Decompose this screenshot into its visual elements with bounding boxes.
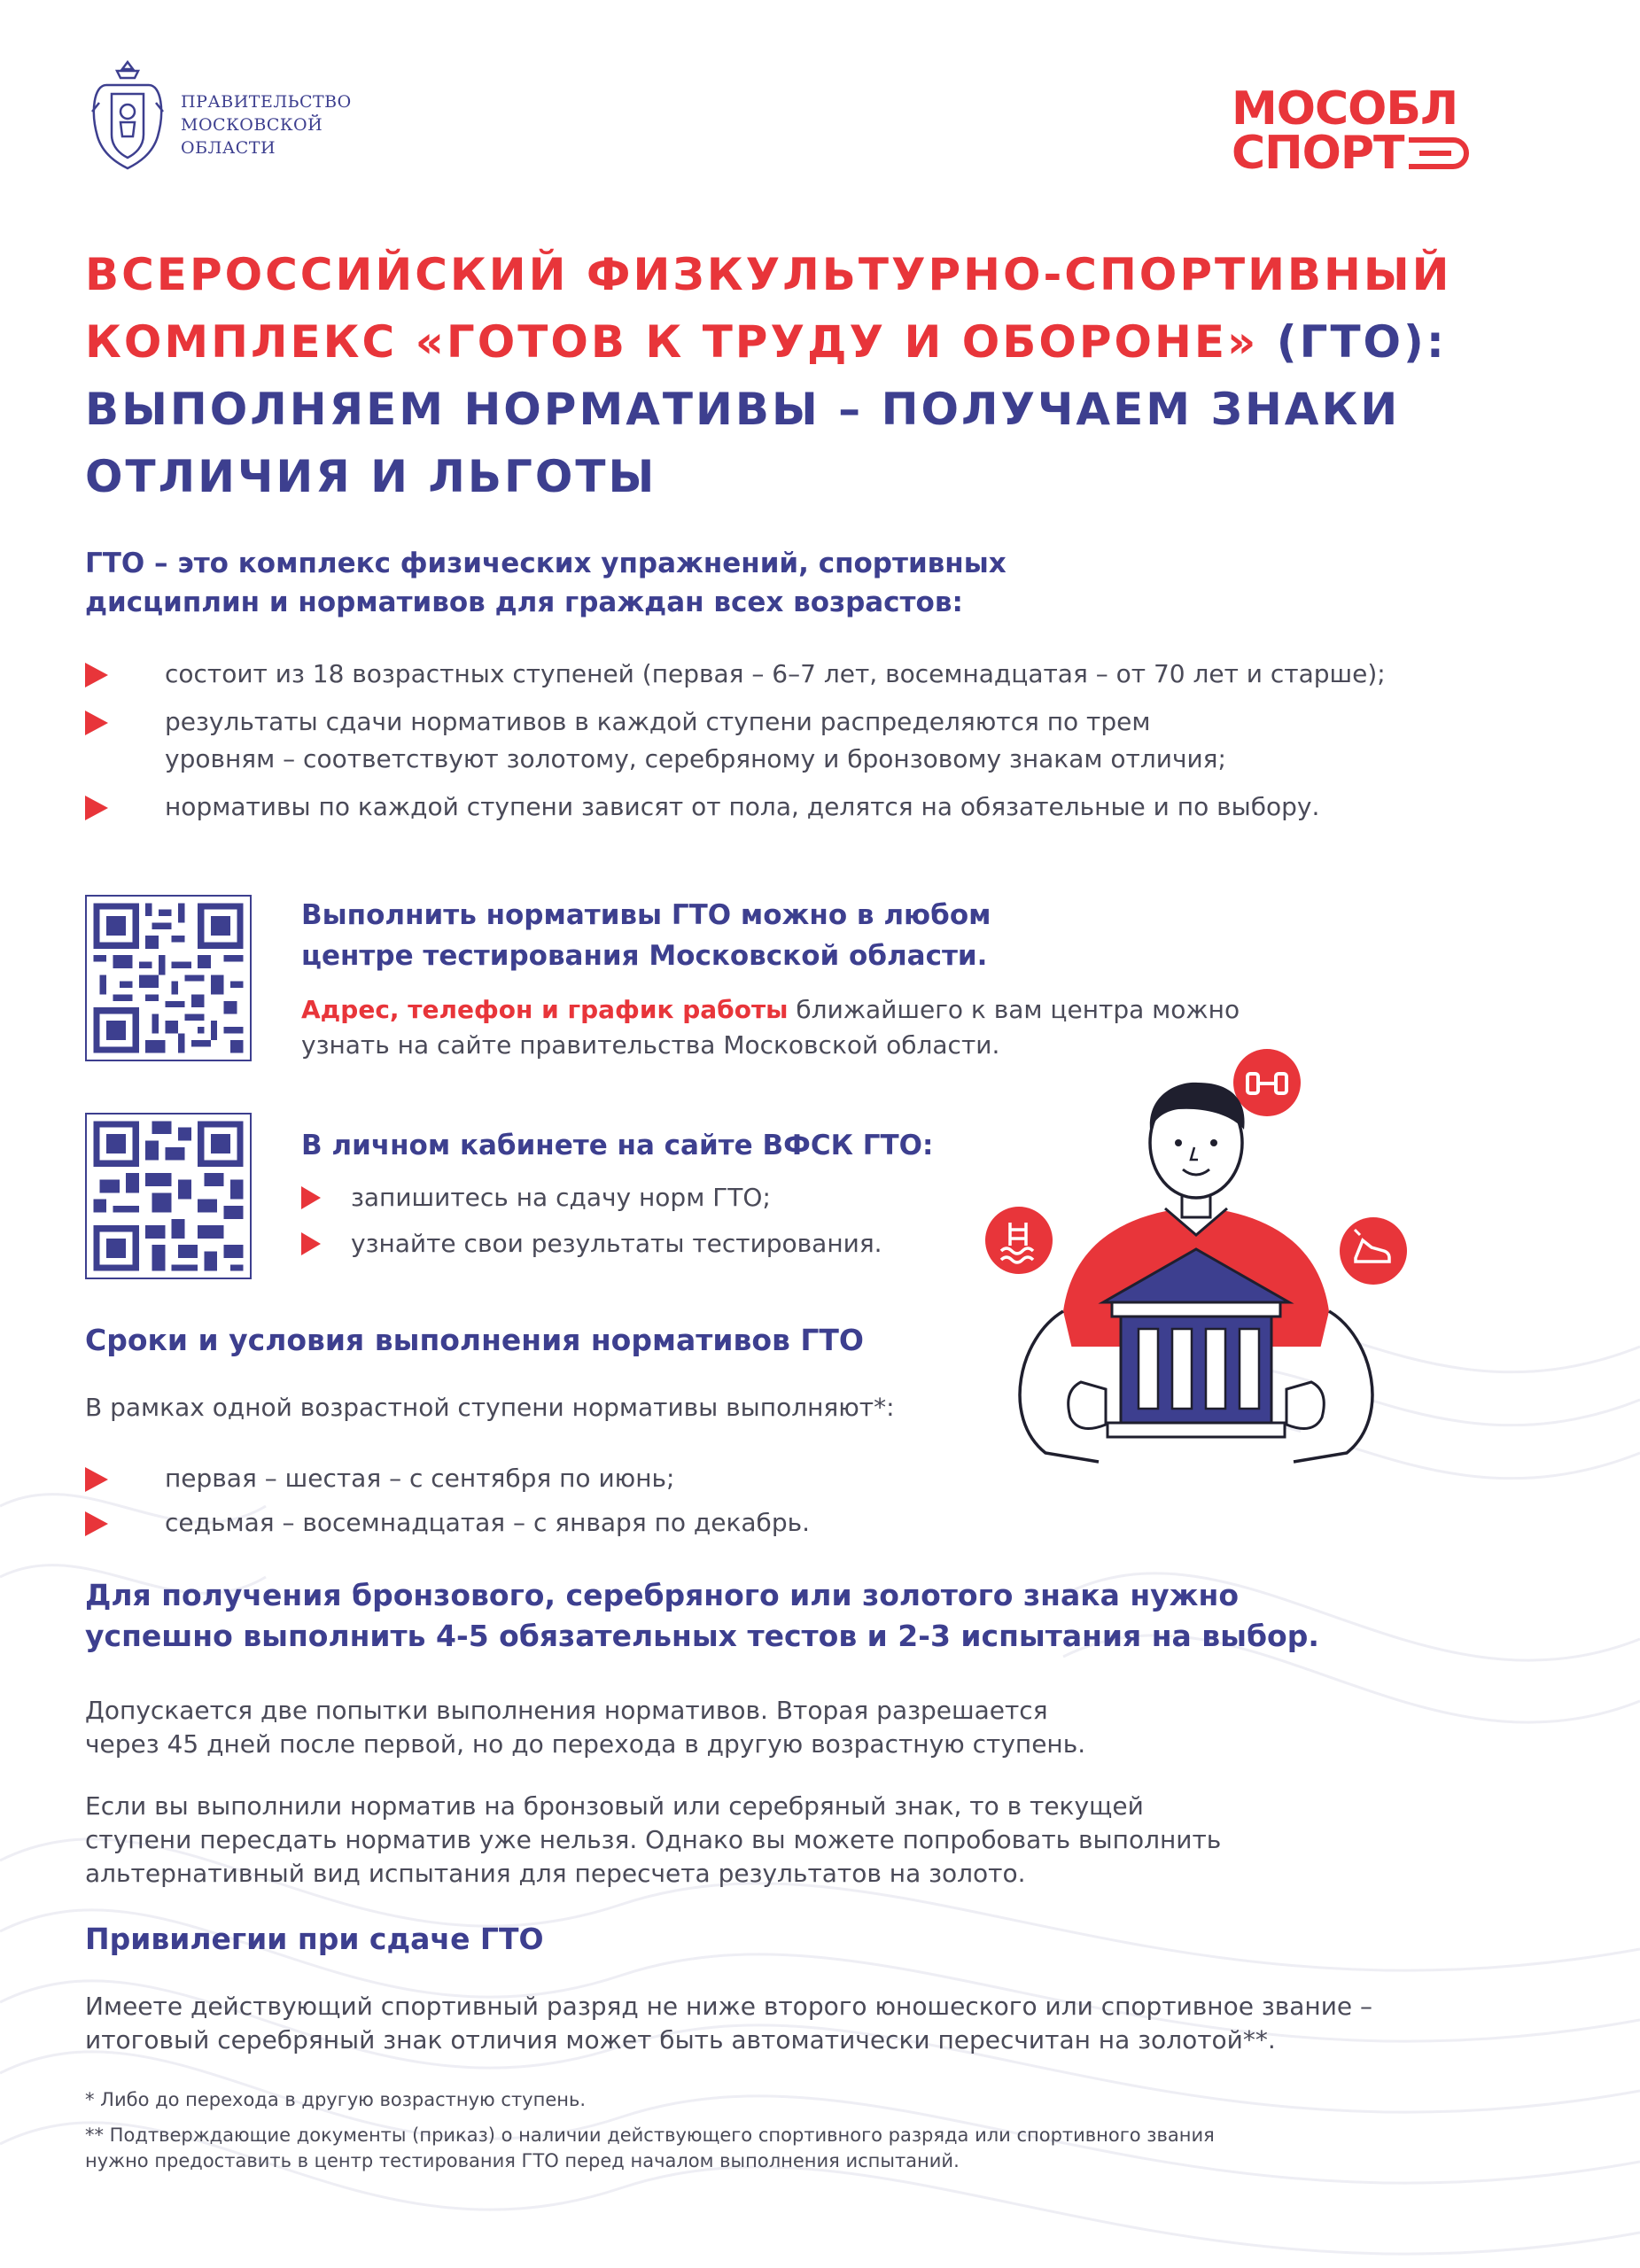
logo-arrow-icon <box>1407 135 1478 172</box>
bullet-triangle-icon <box>85 1467 108 1492</box>
pool-ladder-icon <box>985 1207 1053 1274</box>
dumbbell-icon <box>1233 1049 1301 1116</box>
list-item: состоит из 18 возрастных ступеней (первая – 6–7 лет, восемнадцатая – от 70 лет и старше); <box>85 656 1520 693</box>
centers-highlight: Адрес, телефон и график работы <box>301 995 789 1024</box>
bullet-triangle-icon <box>301 1232 321 1255</box>
mosoblsport-logo <box>1232 82 1524 180</box>
centers-section <box>301 895 1276 1063</box>
page-title <box>85 241 1574 510</box>
gto-illustration <box>966 1045 1426 1506</box>
list-item: запишитесь на сдачу норм ГТО; <box>301 1180 975 1216</box>
footnote-1: * Либо до перехода в другую возрастную ступень. <box>85 2089 587 2110</box>
bullet-triangle-icon <box>85 711 108 735</box>
attempts-paragraph2: Если вы выполнили норматив на бронзовый или серебряный знак, то в текущей ступени пересдать норматив уже нельзя. Однако вы можете попробовать выполнить альтернативный вид испытания для пересчета результатов на золото. <box>85 1791 1222 1888</box>
list-item: седьмая – восемнадцатая – с января по декабрь. <box>85 1504 971 1542</box>
terms-intro: В рамках одной возрастной ступени нормативы выполняют*: <box>85 1393 895 1422</box>
bullet-triangle-icon <box>85 796 108 820</box>
logo-line2-wrap <box>1232 127 1524 180</box>
qr-code-icon <box>87 897 250 1060</box>
gov-name-line2: МОСКОВСКОЙ <box>181 115 323 135</box>
cabinet-section <box>301 1125 975 1272</box>
title-line1: ВСЕРОССИЙСКИЙ ФИЗКУЛЬТУРНО-СПОРТИВНЫЙ <box>85 249 1452 300</box>
title-line2-red: КОМПЛЕКС «ГОТОВ К ТРУДУ И ОБОРОНЕ» <box>85 316 1259 368</box>
badges-line1: Для получения бронзового, серебряного или золотого знака нужно <box>85 1578 1239 1612</box>
bullet-triangle-icon <box>301 1186 321 1209</box>
centers-text-line1: Адрес, телефон и график работы ближайшего к вам центра можно <box>301 995 1240 1024</box>
title-line3: ВЫПОЛНЯЕМ НОРМАТИВЫ – ПОЛУЧАЕМ ЗНАКИ <box>85 384 1401 435</box>
gov-name-line3: ОБЛАСТИ <box>181 138 276 158</box>
terms-heading: Сроки и условия выполнения нормативов ГТО <box>85 1323 864 1357</box>
terms-list <box>85 1460 971 1552</box>
qr-code-centers[interactable] <box>85 895 252 1061</box>
qr-code-cabinet[interactable] <box>85 1113 252 1279</box>
bullet-triangle-icon <box>85 663 108 687</box>
intro-bullet-list <box>85 656 1520 836</box>
badges-line2: успешно выполнить 4-5 обязательных тестов и 2-3 испытания на выбор. <box>85 1619 1319 1653</box>
badges-requirement <box>85 1575 1414 1657</box>
intro-heading-line1: ГТО – это комплекс физических упражнений, спортивных <box>85 548 1007 579</box>
list-item: результаты сдачи нормативов в каждой ступени распределяются по трем уровням – соответствуют золотому, серебряному и бронзовому знакам отличия; <box>85 703 1520 778</box>
list-item: узнайте свои результаты тестирования. <box>301 1226 975 1262</box>
list-item: нормативы по каждой ступени зависят от пола, делятся на обязательные и по выбору. <box>85 788 1520 826</box>
intro-heading-line2: дисциплин и нормативов для граждан всех возрастов: <box>85 586 963 618</box>
centers-title-line2: центре тестирования Московской области. <box>301 940 988 972</box>
centers-text-line2: узнать на сайте правительства Московской области. <box>301 1030 1000 1060</box>
sneaker-icon <box>1340 1217 1407 1285</box>
cabinet-title: В личном кабинете на сайте ВФСК ГТО: <box>301 1130 934 1161</box>
government-name <box>181 90 393 159</box>
centers-title-line1: Выполнить нормативы ГТО можно в любом <box>301 899 991 931</box>
coat-of-arms-icon <box>85 58 170 172</box>
list-item: первая – шестая – с сентября по июнь; <box>85 1460 971 1497</box>
bullet-triangle-icon <box>85 1511 108 1536</box>
attempts-paragraph1: Допускается две попытки выполнения нормативов. Вторая разрешается через 45 дней после первой, но до перехода в другую возрастную ступень. <box>85 1696 1086 1759</box>
privileges-text: Имеете действующий спортивный разряд не ниже второго юношеского или спортивное звание – итоговый серебряный знак отличия может быть автоматически пересчитан на золотой**. <box>85 1992 1373 2054</box>
title-line2-blue: (ГТО): <box>1258 316 1447 368</box>
logo-line2: СПОРТ <box>1232 127 1404 180</box>
cabinet-list <box>301 1180 975 1262</box>
intro-heading <box>85 544 1131 622</box>
footnote-2: ** Подтверждающие документы (приказ) о наличии действующего спортивного разряда или спортивного звания нужно предоставить в центр тестирования ГТО перед началом выполнения испытаний. <box>85 2124 1215 2171</box>
logo-line1: МОСОБЛ <box>1232 82 1458 136</box>
privileges-heading: Привилегии при сдаче ГТО <box>85 1922 544 1956</box>
gov-name-line1: ПРАВИТЕЛЬСТВО <box>181 92 352 112</box>
qr-code-icon <box>87 1115 250 1278</box>
title-line4: ОТЛИЧИЯ И ЛЬГОТЫ <box>85 451 657 502</box>
title-line2 <box>85 308 1574 376</box>
